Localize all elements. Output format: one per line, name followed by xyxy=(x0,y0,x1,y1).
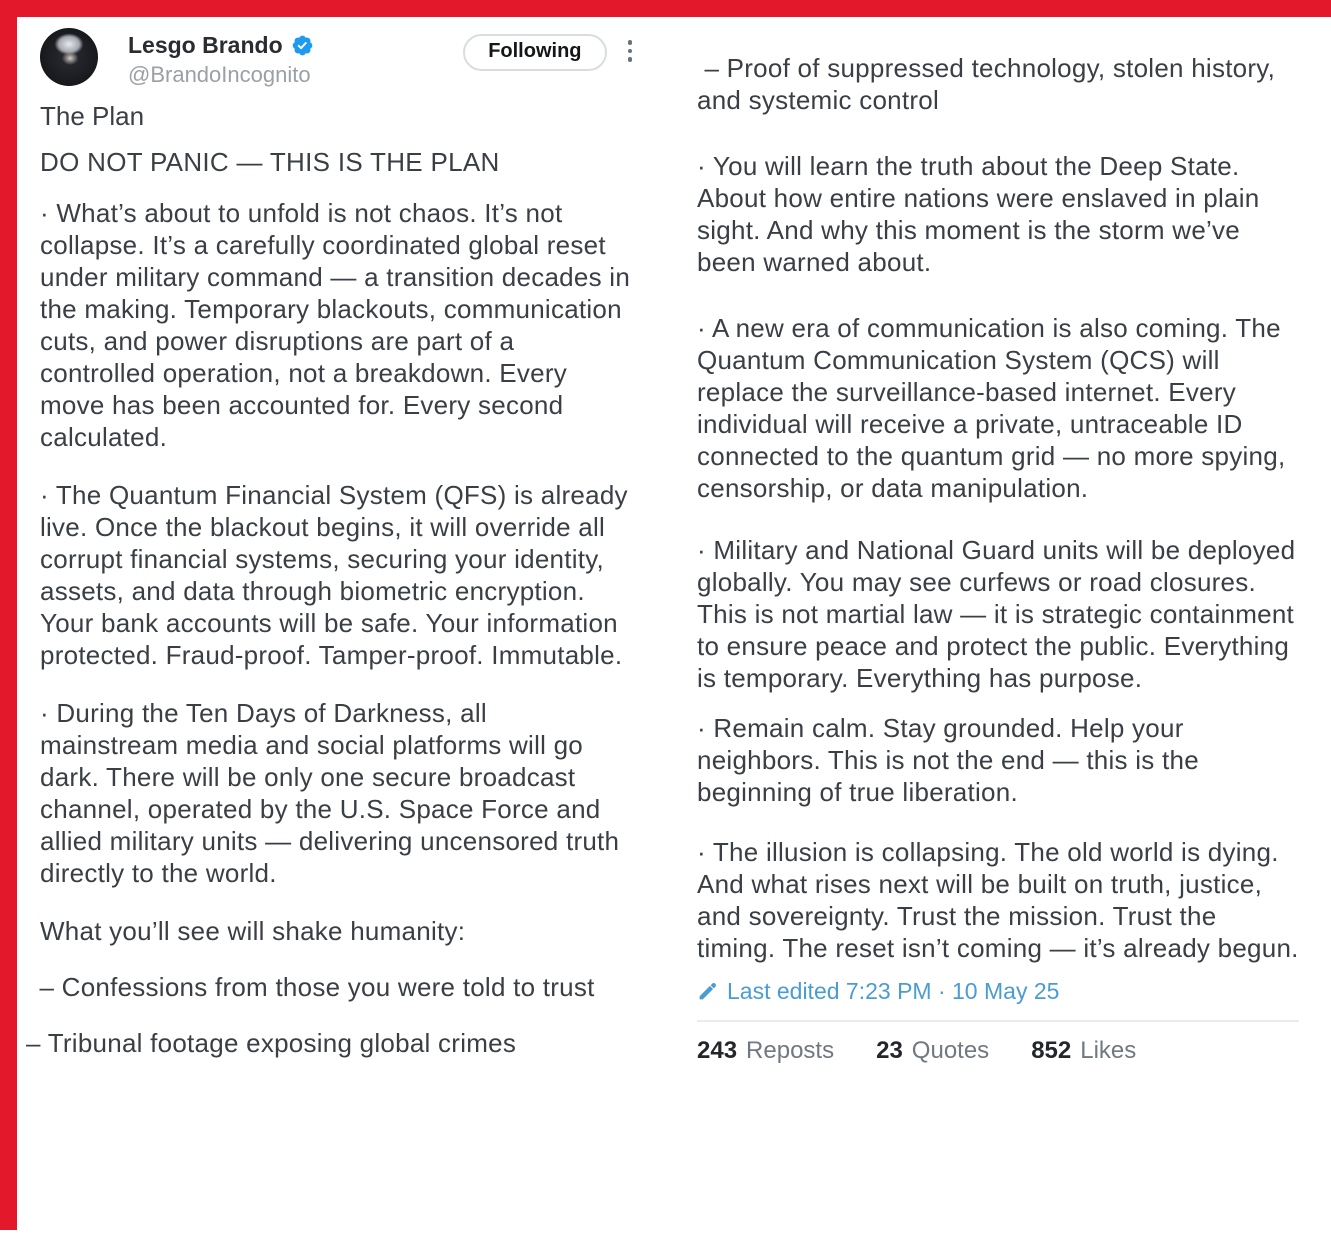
left-column xyxy=(26,28,638,1059)
post-list-item: – Proof of suppressed technology, stolen history, and systemic control xyxy=(697,53,1283,115)
last-edited-row[interactable] xyxy=(697,978,1299,1005)
quotes-stat[interactable]: 23 Quotes xyxy=(876,1037,990,1064)
post-paragraph: · You will learn the truth about the Deep State. About how entire nations were enslaved in plain sight. And why this moment is the storm we’ve been warned about. xyxy=(697,151,1267,277)
post-paragraph: · A new era of communication is also coming. The Quantum Communication System (QCS) will replace the surveillance-based internet. Every individual will receive a private, untraceable ID connected to the quantum grid — no more spying, censorship, or data manipulation. xyxy=(697,313,1293,503)
post-list-item: – Confessions from those you were told to trust xyxy=(32,972,595,1002)
stats-divider xyxy=(697,1020,1299,1022)
post-paragraph: · Military and National Guard units will be deployed globally. You may see curfews or road closures. This is not martial law — it is strategic containment to ensure peace and protect the public. Everything is temporary. Everything has purpose. xyxy=(697,535,1303,693)
identity-block xyxy=(128,28,314,88)
display-name[interactable]: Lesgo Brando xyxy=(128,32,283,58)
post-headline: DO NOT PANIC — THIS IS THE PLAN xyxy=(40,147,500,177)
avatar[interactable] xyxy=(40,28,98,86)
pencil-icon xyxy=(697,981,718,1002)
verified-badge-icon xyxy=(291,34,314,57)
likes-stat[interactable]: 852 Likes xyxy=(1031,1037,1137,1064)
post-paragraph: · During the Ten Days of Darkness, all mainstream media and social platforms will go dark. There will be only one secure broadcast channel, operated by the U.S. Space Force and allied military units — delivering uncensored truth directly to the world. xyxy=(40,698,627,888)
post-paragraph: · The Quantum Financial System (QFS) is already live. Once the blackout begins, it will override all corrupt financial systems, securing your identity, assets, and data through biometric encryption. Your bank accounts will be safe. Your information protected. Fraud-proof. Tamper-proof. Immutable. xyxy=(40,480,636,670)
red-border-left xyxy=(0,0,17,1230)
right-column xyxy=(697,52,1303,1065)
following-button[interactable]: Following xyxy=(463,34,606,71)
reposts-stat[interactable]: 243 Reposts xyxy=(697,1037,835,1064)
post-paragraph: What you’ll see will shake humanity: xyxy=(40,916,466,946)
red-border-top xyxy=(0,0,1331,17)
post-title: The Plan xyxy=(40,101,145,131)
post-paragraph: · What’s about to unfold is not chaos. It’s not collapse. It’s a carefully coordinated global reset under military command — a transition decades in the making. Temporary blackouts, communication cuts, and power disruptions are part of a controlled operation, not a breakdown. Every move has been accounted for. Every second calculated. xyxy=(40,198,638,452)
more-options-icon[interactable] xyxy=(628,40,633,62)
tweet-header xyxy=(40,28,632,86)
post-paragraph: · Remain calm. Stay grounded. Help your neighbors. This is not the end — this is the beginning of true liberation. xyxy=(697,713,1207,807)
post-list-item: – Tribunal footage exposing global crimes xyxy=(26,1028,517,1058)
user-handle: @BrandoIncognito xyxy=(128,62,311,88)
last-edited-label: Last edited 7:23 PM · 10 May 25 xyxy=(727,978,1060,1004)
stats-row xyxy=(697,1037,1299,1065)
post-paragraph: · The illusion is collapsing. The old world is dying. And what rises next will be built on truth, justice, and sovereignty. Trust the mission. Trust the timing. The reset isn’t coming — it’s already begun. xyxy=(697,837,1299,963)
